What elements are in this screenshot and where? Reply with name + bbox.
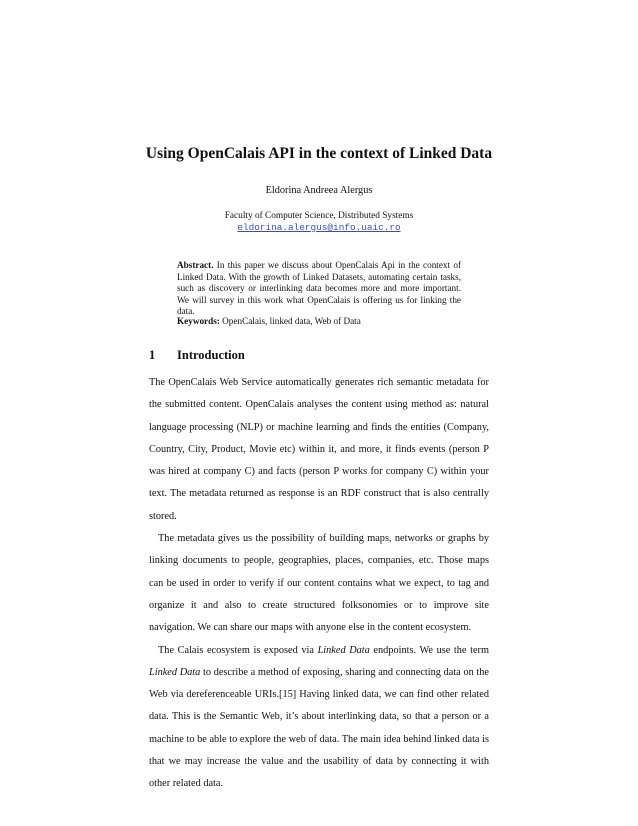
affiliation: Faculty of Computer Science, Distributed Systems bbox=[224, 211, 414, 221]
paragraph-3-part-b: endpoints. We use the term bbox=[369, 644, 489, 656]
keywords-label: Keywords: bbox=[177, 316, 220, 326]
body-text bbox=[149, 372, 489, 796]
paper-title: Using OpenCalais API in the context of Linked Data bbox=[145, 145, 493, 162]
paragraph-3-part-c: to describe a method of exposing, sharing and connecting data on the Web via dereferenceable URIs.[15] Having linked data, we can find other related data. This is the Semantic Web, it’s about interlinking data, so that a person or a machine to be able to explore the web of data. The main idea behind linked data is that we may increase the value and the usability of data by connecting it with other related data. bbox=[149, 666, 489, 790]
paragraph-3-emphasis-1: Linked Data bbox=[317, 644, 370, 656]
paragraph-2: The metadata gives us the possibility of building maps, networks or graphs by linking documents to people, geographies, places, companies, etc. Those maps can be used in order to verify if our content contains what we expect, to tag and organize it and also to create structured folksonomies or to improve site navigation. We can share our maps with anyone else in the content ecosystem. bbox=[149, 533, 489, 634]
paragraph-3-emphasis-2: Linked Data bbox=[149, 666, 201, 678]
abstract bbox=[177, 260, 461, 318]
keywords-text: OpenCalais, linked data, Web of Data bbox=[219, 316, 361, 326]
paragraph-1: The OpenCalais Web Service automatically generates rich semantic metadata for the submitted content. OpenCalais analyses the content using method as: natural language processing (NLP) or machine learning and finds the entities (Company, Country, City, Product, Movie etc) within it, and more, it finds events (person P was hired at company C) and facts (person P works for company C) within your text. The metadata returned as response is an RDF construct that is also centrally stored. bbox=[149, 377, 489, 522]
author-name: Eldorina Andreea Alergus bbox=[265, 185, 373, 196]
author-email-link[interactable]: eldorina.alergus@info.uaic.ro bbox=[237, 222, 401, 233]
abstract-text: In this paper we discuss about OpenCalais Api in the context of Linked Data. With the growth of Linked Datasets, automating certain tasks, such as discovery or interlinking data becomes more and more important. We will survey in this work what OpenCalais is offering us for linking the data. bbox=[177, 260, 461, 317]
section-title: Introduction bbox=[177, 348, 245, 362]
section-heading bbox=[149, 347, 245, 363]
abstract-label: Abstract. bbox=[177, 260, 214, 270]
paragraph-3 bbox=[149, 640, 489, 796]
keywords bbox=[177, 316, 461, 328]
section-number: 1 bbox=[149, 348, 156, 362]
paragraph-3-part-a: The Calais ecosystem is exposed via bbox=[158, 644, 318, 656]
